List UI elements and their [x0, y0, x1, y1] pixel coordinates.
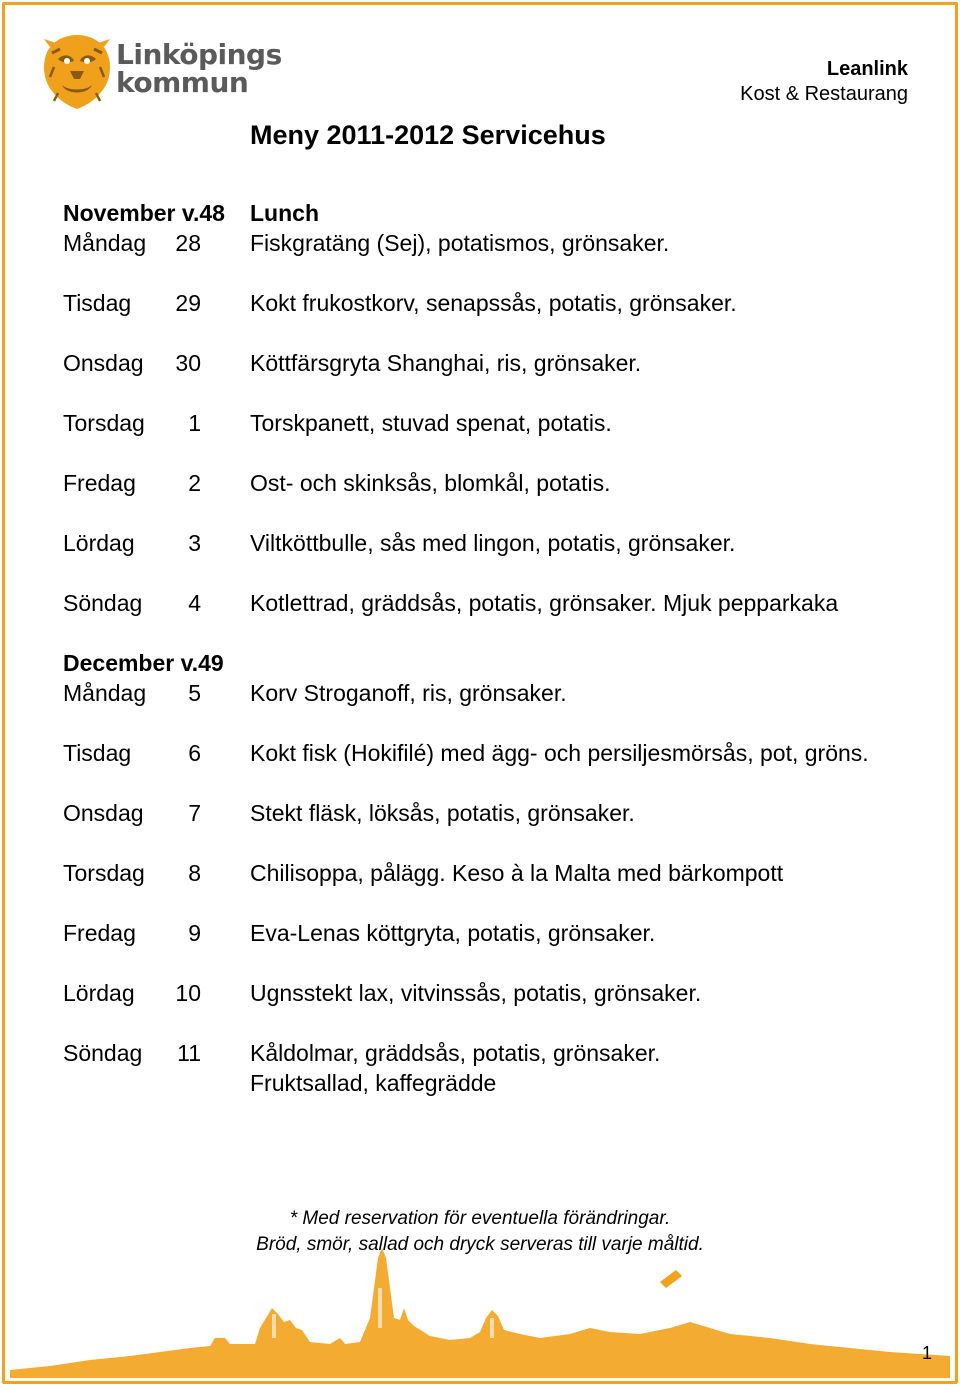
day-date: 3 [188, 530, 201, 556]
day-date: 7 [188, 800, 201, 826]
day-name: Onsdag [63, 800, 144, 826]
org-name: Leanlink [826, 58, 908, 80]
dish: Korv Stroganoff, ris, grönsaker. [250, 680, 567, 706]
dish: Kokt fisk (Hokifilé) med ägg- och persiljesmörsås, pot, gröns. [250, 740, 869, 766]
day-name: Söndag [63, 1040, 143, 1066]
day-name: Lördag [63, 530, 135, 556]
page-title: Meny 2011-2012 Servicehus [250, 120, 606, 150]
org-unit: Kost & Restaurang [740, 83, 908, 105]
page-number: 1 [921, 1343, 932, 1363]
dish: Stekt fläsk, löksås, potatis, grönsaker. [250, 800, 635, 826]
column-header-lunch: Lunch [250, 200, 319, 226]
logo-text [116, 38, 282, 99]
lion-crest-icon [40, 33, 114, 111]
day-name: Torsdag [63, 410, 145, 436]
municipality-logo [40, 33, 282, 113]
dish: Ugnsstekt lax, vitvinssås, potatis, grönsaker. [250, 980, 702, 1006]
logo-text-line1: Linköpings [116, 38, 282, 71]
day-name: Måndag [63, 230, 147, 256]
day-name: Fredag [63, 920, 136, 946]
dish: Eva-Lenas köttgryta, potatis, grönsaker. [250, 920, 656, 946]
dish: Chilisoppa, pålägg. Keso à la Malta med bärkompott [250, 860, 784, 886]
dish-extra: Fruktsallad, kaffegrädde [250, 1070, 497, 1096]
day-date: 6 [188, 740, 201, 766]
week-label: November v.48 [63, 200, 225, 226]
dish: Ost- och skinksås, blomkål, potatis. [250, 470, 611, 496]
day-name: Fredag [63, 470, 136, 496]
dish: Torskpanett, stuvad spenat, potatis. [250, 410, 612, 436]
day-name: Måndag [63, 680, 147, 706]
day-date: 1 [188, 410, 201, 436]
day-date: 4 [188, 590, 201, 616]
day-date: 11 [177, 1040, 201, 1066]
day-name: Söndag [63, 590, 143, 616]
dish: Kokt frukostkorv, senapssås, potatis, grönsaker. [250, 290, 737, 316]
day-date: 2 [188, 470, 201, 496]
day-date: 5 [188, 680, 201, 706]
dish: Köttfärsgryta Shanghai, ris, grönsaker. [250, 350, 642, 376]
logo-text-line2: kommun [116, 66, 249, 99]
city-skyline-graphic [10, 1248, 950, 1378]
day-name: Tisdag [63, 740, 132, 766]
dish: Fiskgratäng (Sej), potatismos, grönsaker. [250, 230, 670, 256]
dish: Kåldolmar, gräddsås, potatis, grönsaker. [250, 1040, 661, 1066]
dish: Viltköttbulle, sås med lingon, potatis, grönsaker. [250, 530, 736, 556]
day-date: 30 [175, 350, 201, 376]
day-date: 9 [188, 920, 201, 946]
day-date: 28 [175, 230, 201, 256]
day-name: Tisdag [63, 290, 132, 316]
day-date: 8 [188, 860, 201, 886]
organization-block [740, 57, 908, 107]
meal-note: Bröd, smör, sallad och dryck serveras till varje måltid. [256, 1234, 704, 1255]
day-name: Torsdag [63, 860, 145, 886]
week-label: December v.49 [63, 650, 224, 676]
day-date: 10 [175, 980, 201, 1006]
day-name: Lördag [63, 980, 135, 1006]
day-name: Onsdag [63, 350, 144, 376]
reservation-note: * Med reservation för eventuella förändringar. [289, 1208, 671, 1229]
day-date: 29 [175, 290, 201, 316]
dish: Kotlettrad, gräddsås, potatis, grönsaker. Mjuk pepparkaka [250, 590, 839, 616]
